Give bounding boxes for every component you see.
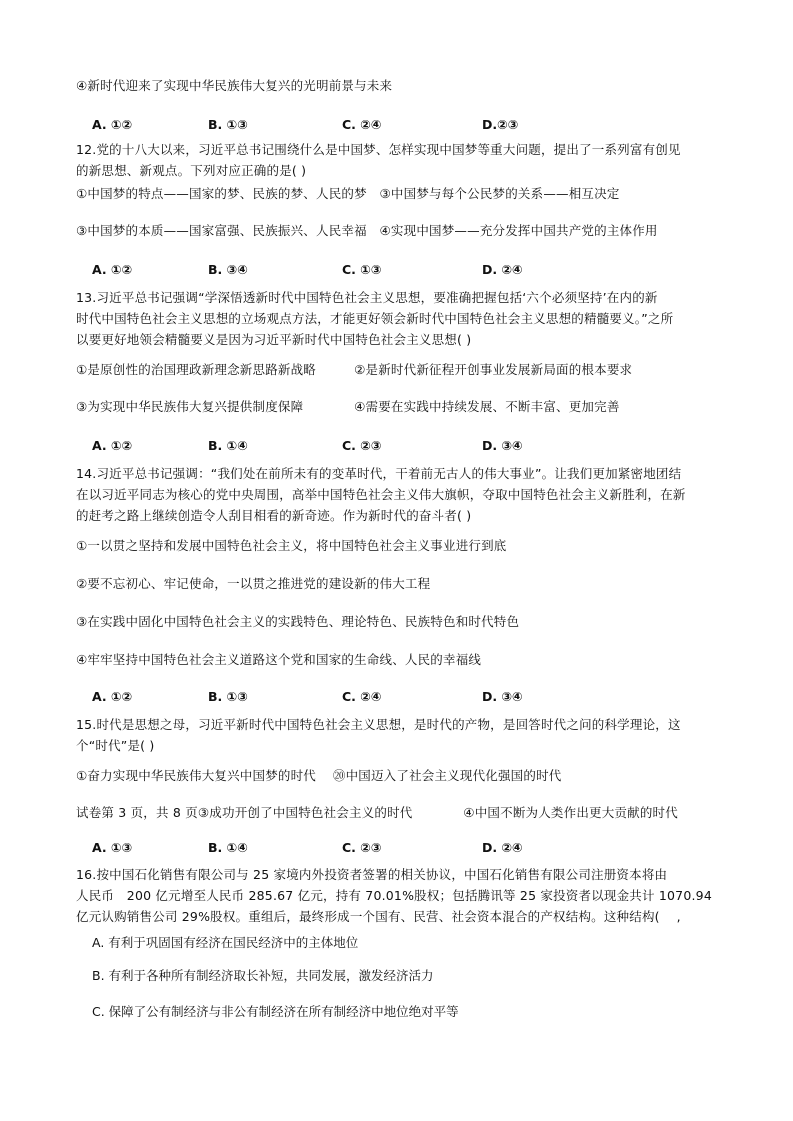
q14-options — [92, 689, 712, 705]
q14-option-d[interactable]: D. ③④ — [482, 689, 523, 704]
q15-stem-line-2: 个“时代”是( ) — [76, 738, 155, 753]
q14-stem-line-2: 在以习近平同志为核心的党中央周围，高举中国特色社会主义伟大旗帜，夺取中国特色社会主义新胜利，在新 — [76, 487, 686, 502]
q11-option-a[interactable]: A. ①② — [92, 117, 133, 132]
q16-stem-line-2: 人民币 200 亿元增至人民币 285.67 亿元，持有 70.01%股权；包括腾讯等 25 家投资者以现金共计 1070.94 — [76, 888, 712, 903]
q16-choice-b[interactable]: B. 有利于各种所有制经济取长补短，共同发展，激发经济活力 — [92, 968, 434, 983]
q11-option-d[interactable]: D.②③ — [482, 117, 519, 132]
q14-option-b[interactable]: B. ①③ — [208, 689, 248, 704]
q11-option-b[interactable]: B. ①③ — [208, 117, 248, 132]
q13-options — [92, 438, 712, 454]
q15-option-b[interactable]: B. ①④ — [208, 840, 248, 855]
q12-option-b[interactable]: B. ③④ — [208, 262, 248, 277]
q11-options — [92, 117, 712, 133]
q13-stem-line-1: 13.习近平总书记强调“学深悟透新时代中国特色社会主义思想，要准确把握包括‘六个必须坚持’在内的新 — [76, 290, 658, 305]
q13-stem-line-3: 以要更好地领会精髓要义是因为习近平新时代中国特色社会主义思想( ) — [76, 332, 472, 347]
q13-option-d[interactable]: D. ③④ — [482, 438, 523, 453]
q14-item-4: ④牢牢坚持中国特色社会主义道路这个党和国家的生命线、人民的幸福线 — [76, 652, 482, 667]
q14-stem-line-3: 的赶考之路上继续创造令人刮目相看的新奇迹。作为新时代的奋斗者( ) — [76, 508, 472, 523]
q16-choice-c[interactable]: C. 保障了公有制经济与非公有制经济在所有制经济中地位绝对平等 — [92, 1004, 459, 1019]
q13-option-c[interactable]: C. ②③ — [342, 438, 382, 453]
q15-option-d[interactable]: D. ②④ — [482, 840, 523, 855]
q13-stem-line-2: 时代中国特色社会主义思想的立场观点方法，才能更好领会新时代中国特色社会主义思想的精髓要义。”之所 — [76, 311, 674, 326]
q15-option-a[interactable]: A. ①③ — [92, 840, 133, 855]
q14-item-3: ③在实践中固化中国特色社会主义的实践特色、理论特色、民族特色和时代特色 — [76, 614, 520, 629]
q15-options — [92, 840, 712, 856]
q12-option-d[interactable]: D. ②④ — [482, 262, 523, 277]
q12-options — [92, 262, 712, 278]
q13-items-row-2: ③为实现中华民族伟大复兴提供制度保障 ④需要在实践中持续发展、不断丰富、更加完善 — [76, 399, 620, 414]
q12-option-a[interactable]: A. ①② — [92, 262, 133, 277]
q15-option-c[interactable]: C. ②③ — [342, 840, 382, 855]
q11-option-c[interactable]: C. ②④ — [342, 117, 382, 132]
q13-items-row-1: ①是原创性的治国理政新理念新思路新战略 ②是新时代新征程开创事业发展新局面的根本要求 — [76, 362, 633, 377]
q15-items-row-1: ①奋力实现中华民族伟大复兴中国梦的时代 ⑳中国迈入了社会主义现代化强国的时代 — [76, 768, 562, 783]
q14-stem-line-1: 14.习近平总书记强调：“我们处在前所未有的变革时代，干着前无古人的伟大事业”。让我们更加紧密地团结 — [76, 466, 682, 481]
q12-items-row-1: ①中国梦的特点——国家的梦、民族的梦、人民的梦 ③中国梦与每个公民梦的关系——相互决定 — [76, 186, 620, 201]
q14-option-a[interactable]: A. ①② — [92, 689, 133, 704]
q12-stem-line-1: 12.党的十八大以来，习近平总书记围绕什么是中国梦、怎样实现中国梦等重大问题，提出了一系列富有创见 — [76, 142, 681, 157]
q16-stem-line-3: 亿元认购销售公司 29%股权。重组后，最终形成一个国有、民营、社会资本混合的产权结构。这种结构( , — [76, 909, 681, 924]
q15-items-row-2: 试卷第 3 页，共 8 页③成功开创了中国特色社会主义的时代 ④中国不断为人类作出更大贡献的时代 — [76, 805, 678, 820]
q14-item-2: ②要不忘初心、牢记使命，一以贯之推进党的建设新的伟大工程 — [76, 576, 431, 591]
q16-stem-line-1: 16.按中国石化销售有限公司与 25 家境内外投资者签署的相关协议，中国石化销售有限公司注册资本将由 — [76, 867, 668, 882]
q14-option-c[interactable]: C. ②④ — [342, 689, 382, 704]
q13-option-b[interactable]: B. ①④ — [208, 438, 248, 453]
q15-stem-line-1: 15.时代是思想之母，习近平新时代中国特色社会主义思想，是时代的产物，是回答时代之问的科学理论，这 — [76, 717, 681, 732]
q13-option-a[interactable]: A. ①② — [92, 438, 133, 453]
q14-item-1: ①一以贯之坚持和发展中国特色社会主义，将中国特色社会主义事业进行到底 — [76, 538, 507, 553]
q12-stem-line-2: 的新思想、新观点。下列对应正确的是( ) — [76, 163, 307, 178]
q16-choice-a[interactable]: A. 有利于巩固国有经济在国民经济中的主体地位 — [92, 935, 359, 950]
q11-item-4: ④新时代迎来了实现中华民族伟大复兴的光明前景与未来 — [76, 78, 393, 93]
q12-option-c[interactable]: C. ①③ — [342, 262, 382, 277]
q12-items-row-2: ③中国梦的本质——国家富强、民族振兴、人民幸福 ④实现中国梦——充分发挥中国共产党的主体作用 — [76, 223, 658, 238]
